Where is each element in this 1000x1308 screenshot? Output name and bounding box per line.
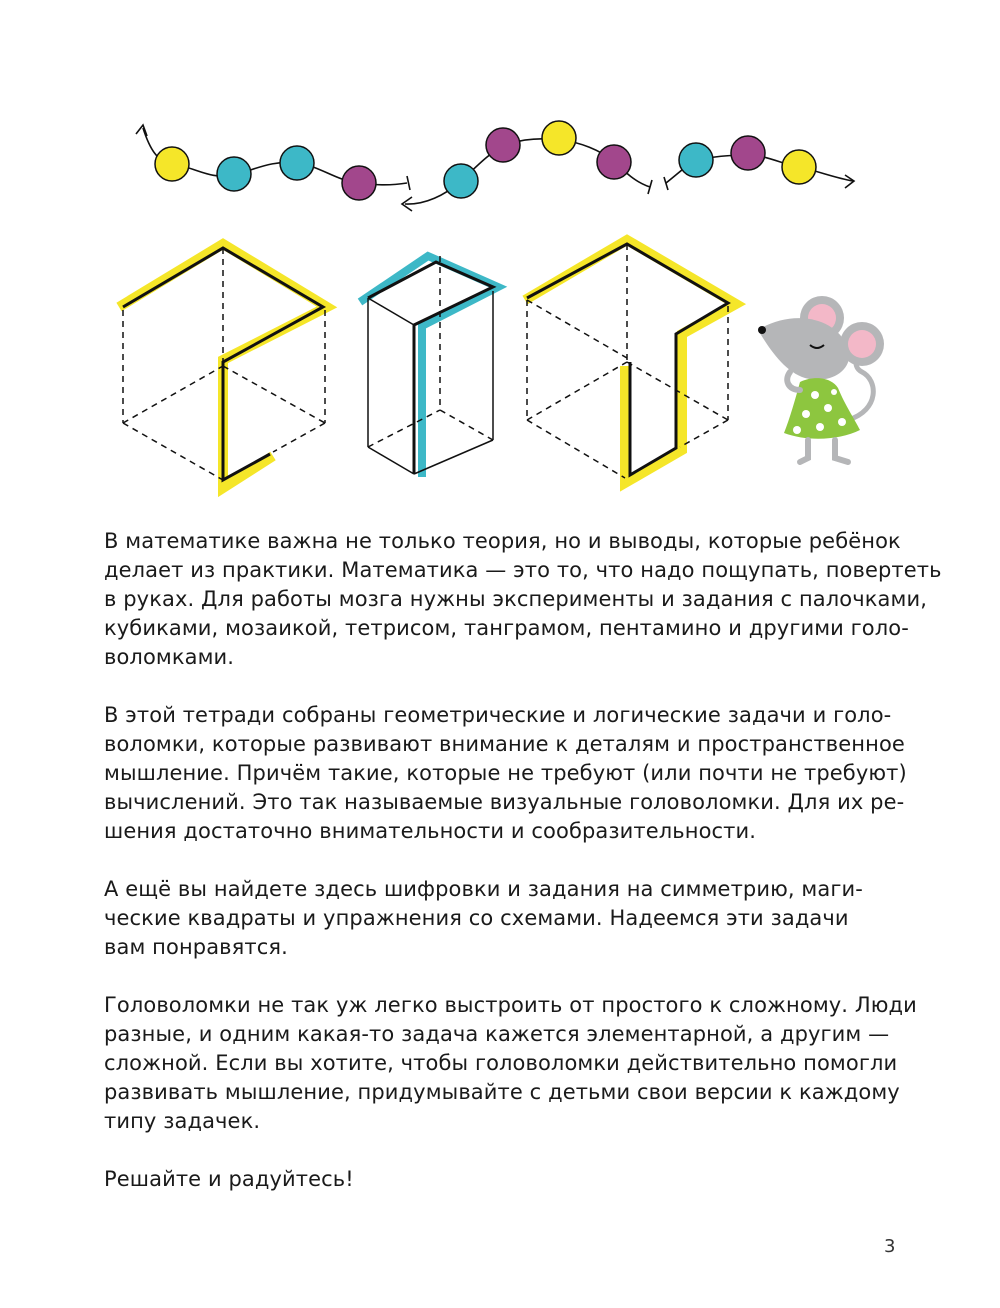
bead-yellow [542,121,576,155]
text-line: делает из практики. Математика — это то, что надо пощупать, повертеть [104,558,942,582]
beads [155,121,816,200]
text-line: развивать мышление, придумывайте с детьми свои версии к каждому [104,1080,900,1104]
paragraph [104,991,917,1136]
top-illustration [0,0,1000,510]
bead-cyan [217,157,251,191]
bead-purple [597,145,631,179]
cube-right [525,240,736,483]
text-line: мышление. Причём такие, которые не требуют (или почти не требуют) [104,761,907,785]
text-line: Решайте и радуйтесь! [104,1167,354,1191]
text-line: типу задачек. [104,1109,261,1133]
paragraph [104,701,907,846]
bead-cyan [444,164,478,198]
page-number: 3 [884,1236,896,1257]
paragraph [104,527,942,672]
text-line: шения достаточно внимательности и сообразительности. [104,819,757,843]
paragraph [104,1165,904,1194]
intro-text [104,527,942,1223]
cuboid-middle [360,256,498,477]
text-line: Головоломки не так уж легко выстроить от простого к сложному. Люди [104,993,917,1017]
text-line: воломки, которые развивают внимание к деталям и пространственное [104,732,905,756]
text-line: сложной. Если вы хотите, чтобы головоломки действительно помогли [104,1051,898,1075]
nose [758,326,766,334]
text-line: вам понравятся. [104,935,288,959]
text-line: А ещё вы найдете здесь шифровки и задания на симметрию, маги- [104,877,863,901]
text-line: В этой тетради собраны геометрические и логические задачи и голо- [104,703,892,727]
text-line: вычислений. Это так называемые визуальные головоломки. Для их ре- [104,790,905,814]
text-line: ческие квадраты и упражнения со схемами. Надеемся эти задачи [104,906,849,930]
bead-purple [486,128,520,162]
chain-end-tick [407,176,410,190]
arrow-icon [845,175,854,188]
mouse-illustration [758,296,884,462]
bead-cyan [679,143,713,177]
cube-left [119,244,327,488]
bead-yellow [155,147,189,181]
text-line: В математике важна не только теория, но и выводы, которые ребёнок [104,529,901,553]
text-line: в руках. Для работы мозга нужны эксперименты и задания с палочками, [104,587,927,611]
bead-purple [342,166,376,200]
bead-yellow [782,150,816,184]
bead-purple [731,136,765,170]
text-line: кубиками, мозаикой, тетрисом, танграмом, пентамино и другими голо- [104,616,909,640]
paragraph [104,875,904,962]
bead-cyan [280,146,314,180]
text-line: разные, и одним какая-то задача кажется элементарной, а другим — [104,1022,890,1046]
text-line: воломками. [104,645,235,669]
chain-end-tick [664,177,668,190]
